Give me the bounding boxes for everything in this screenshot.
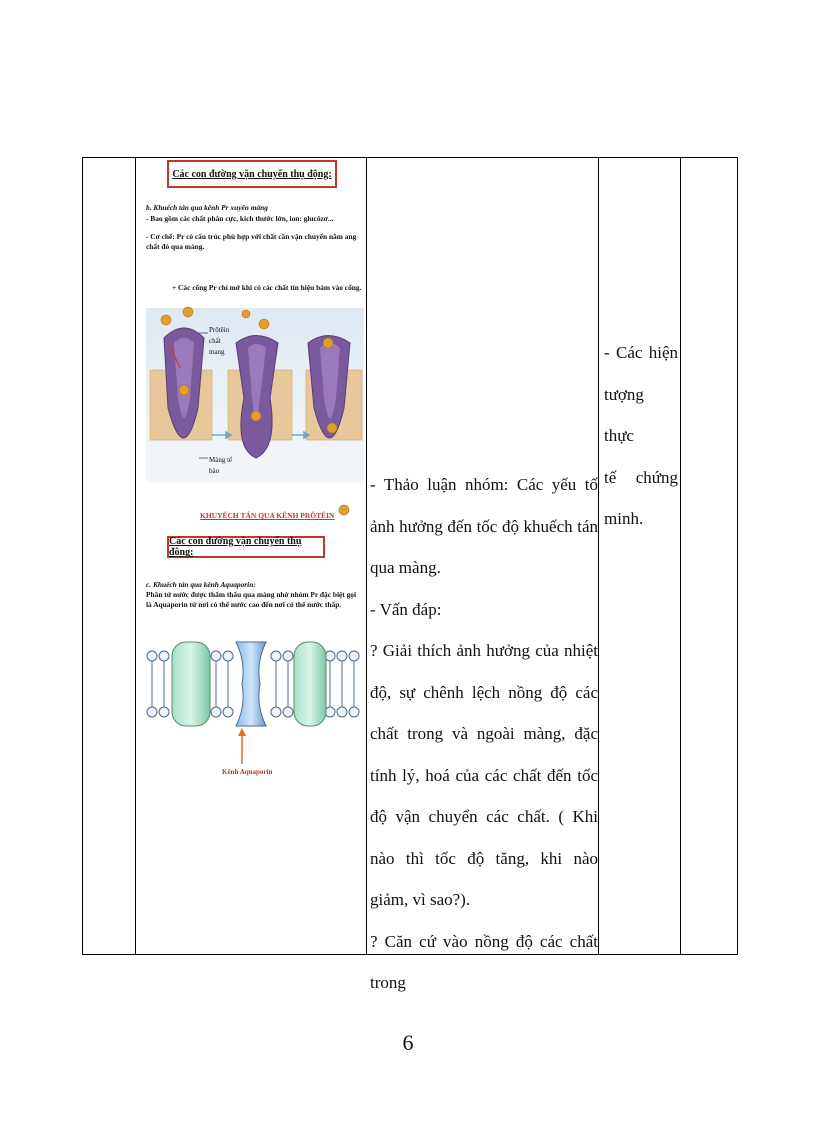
evidence-line-2: tượng thực — [604, 384, 644, 445]
aquaporin-diagram — [144, 636, 360, 776]
column-divider — [680, 158, 681, 954]
question-2: ? Căn cứ vào nồng độ các chất trong — [370, 931, 598, 992]
slide1-line3: + Các cổng Pr chỉ mở khi có các chất tín hiệu bám vào cổng. — [172, 283, 362, 292]
label-carrier-protein: Prôtêin chất mang — [209, 326, 230, 356]
slide2-title: Các con đường vận chuyển thụ động: — [167, 536, 325, 558]
slide1-heading: b. Khuếch tán qua kênh Pr xuyên màng — [146, 203, 268, 212]
column-divider — [366, 158, 367, 954]
activities-column — [370, 464, 598, 1004]
evidence-line-3: tế chứng — [604, 467, 678, 487]
page-number: 6 — [402, 1030, 414, 1055]
evidence-column — [604, 332, 678, 540]
label-cell-membrane: Màng tế bào — [209, 456, 233, 475]
slide2-line1: Phân tử nước được thẩm thấu qua màng nhờ nhóm Pr đặc biệt gọi là Aquaporin từ nơi có thế nước cao đến nơi có thế nước thấp. — [146, 590, 357, 609]
slide1-line1: - Bao gồm các chất phân cực, kích thước lớn, ion: glucôzơ... — [146, 214, 334, 223]
evidence-line-1: - Các hiện — [604, 343, 678, 362]
slide2-heading: c. Khuếch tán qua kênh Aquaporin: — [146, 580, 256, 589]
qa-label: - Vấn đáp: — [370, 599, 442, 619]
protein-channel-diagram — [146, 298, 364, 538]
slide1-title: Các con đường vận chuyển thụ động: — [167, 160, 337, 188]
group-discussion: - Thảo luận nhóm: Các yếu tố ảnh hưởng đến tốc độ khuếch tán qua màng. — [370, 475, 598, 577]
slide2-caption: Kênh Aquaporin — [222, 768, 273, 776]
column-divider — [598, 158, 599, 954]
evidence-line-4: minh. — [604, 509, 644, 528]
slide1-line2: - Cơ chế: Pr có cấu trúc phù hợp với chất cần vận chuyển nằm ang chất đó qua màng. — [146, 232, 357, 251]
question-1: ? Giải thích ảnh hưởng của nhiệt độ, sự chênh lệch nồng độ các chất trong và ngoài màng, đặc tính lý, hoá của các chất đến tốc độ vận chuyển các chất. ( Khi nào thì tốc độ tăng, khi nào giảm, vì sao?). — [370, 641, 598, 909]
slide1-caption: KHUYẾCH TÁN QUA KÊNH PRÔTÊIN — [200, 511, 335, 520]
column-divider — [135, 158, 136, 954]
